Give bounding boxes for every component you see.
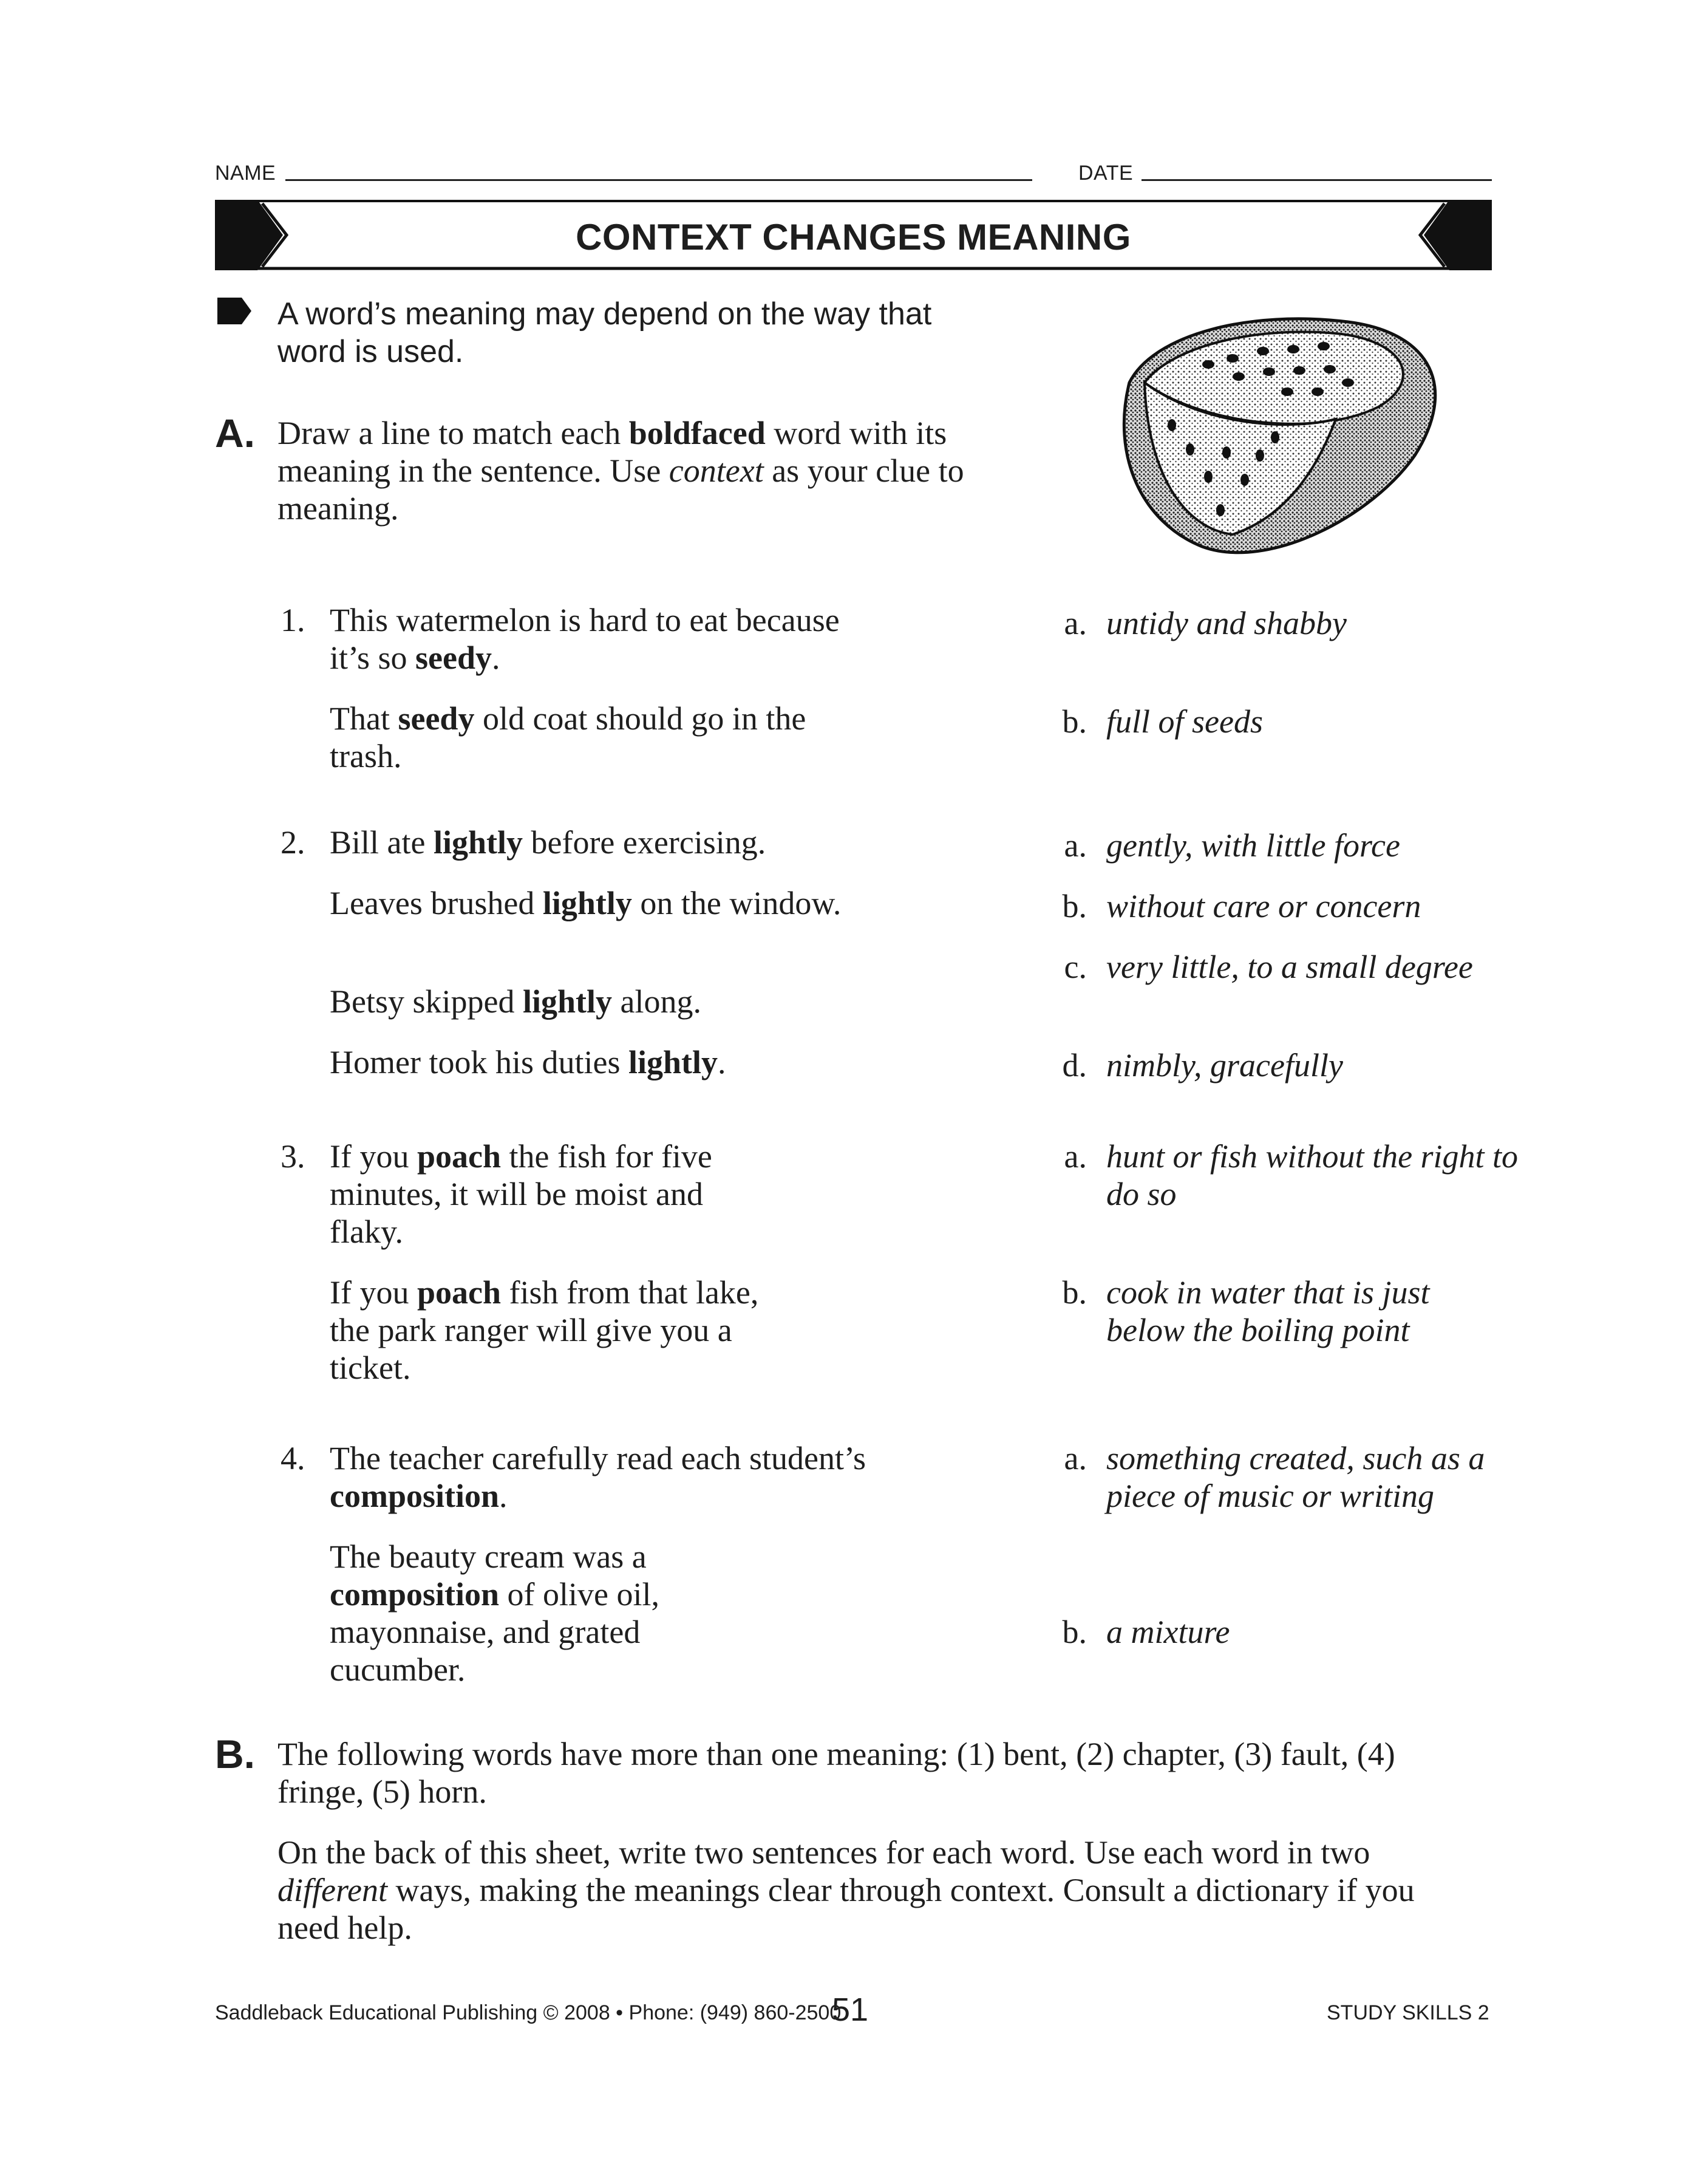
question-1-number: 1. [281, 602, 305, 638]
q4-sentence-1[interactable]: The teacher carefully read each student’s composition. [330, 1440, 866, 1514]
page-title: CONTEXT CHANGES MEANING [576, 217, 1131, 258]
q2-sentence-4[interactable]: Homer took his duties lightly. [330, 1044, 726, 1080]
section-b-letter: B. [215, 1732, 255, 1777]
q3-sentence-2[interactable]: If you poach fish from that lake, the park ranger will give you a ticket. [330, 1274, 759, 1386]
date-field[interactable] [1142, 179, 1492, 181]
question-3-number: 3. [281, 1138, 305, 1175]
question-4-number: 4. [281, 1440, 305, 1476]
page-number: 51 [832, 1992, 869, 2028]
q4-sentence-2[interactable]: The beauty cream was a composition of olive oil, mayonnaise, and grated cucumber. [330, 1538, 659, 1688]
section-b-paragraph-2: On the back of this sheet, write two sentences for each word. Use each word in two different ways, making the meanings clear through context. Consult a dictionary if you need help. [277, 1834, 1415, 1946]
q2-sentence-2[interactable]: Leaves brushed lightly on the window. [330, 885, 842, 921]
footer-series: STUDY SKILLS 2 [1327, 2001, 1489, 2024]
q2-sentence-1[interactable]: Bill ate lightly before exercising. [330, 824, 766, 861]
title-banner [215, 200, 1492, 270]
arrow-bullet-icon [215, 292, 254, 330]
q1-sentence-1[interactable]: This watermelon is hard to eat because it’s so seedy. [330, 602, 840, 676]
q2-sentence-3[interactable]: Betsy skipped lightly along. [330, 983, 702, 1020]
section-a-letter: A. [215, 411, 255, 456]
question-2-number: 2. [281, 824, 305, 861]
name-label: NAME [215, 162, 276, 185]
intro-text: A word’s meaning may depend on the way that word is used. [277, 296, 932, 369]
watermelon-illustration [1117, 316, 1457, 571]
name-field[interactable] [285, 179, 1032, 181]
section-b-paragraph-1: The following words have more than one meaning: (1) bent, (2) chapter, (3) fault, (4) fringe, (5) horn. [277, 1736, 1395, 1810]
date-label: DATE [1078, 162, 1134, 185]
q3-sentence-1[interactable]: If you poach the fish for five minutes, it will be moist and flaky. [330, 1138, 712, 1250]
section-a-instruction: Draw a line to match each boldfaced word with its meaning in the sentence. Use context as your clue to meaning. [277, 415, 964, 527]
footer-publisher: Saddleback Educational Publishing © 2008 • Phone: (949) 860-2500 [215, 2001, 842, 2024]
q1-sentence-2[interactable]: That seedy old coat should go in the trash. [330, 700, 806, 774]
